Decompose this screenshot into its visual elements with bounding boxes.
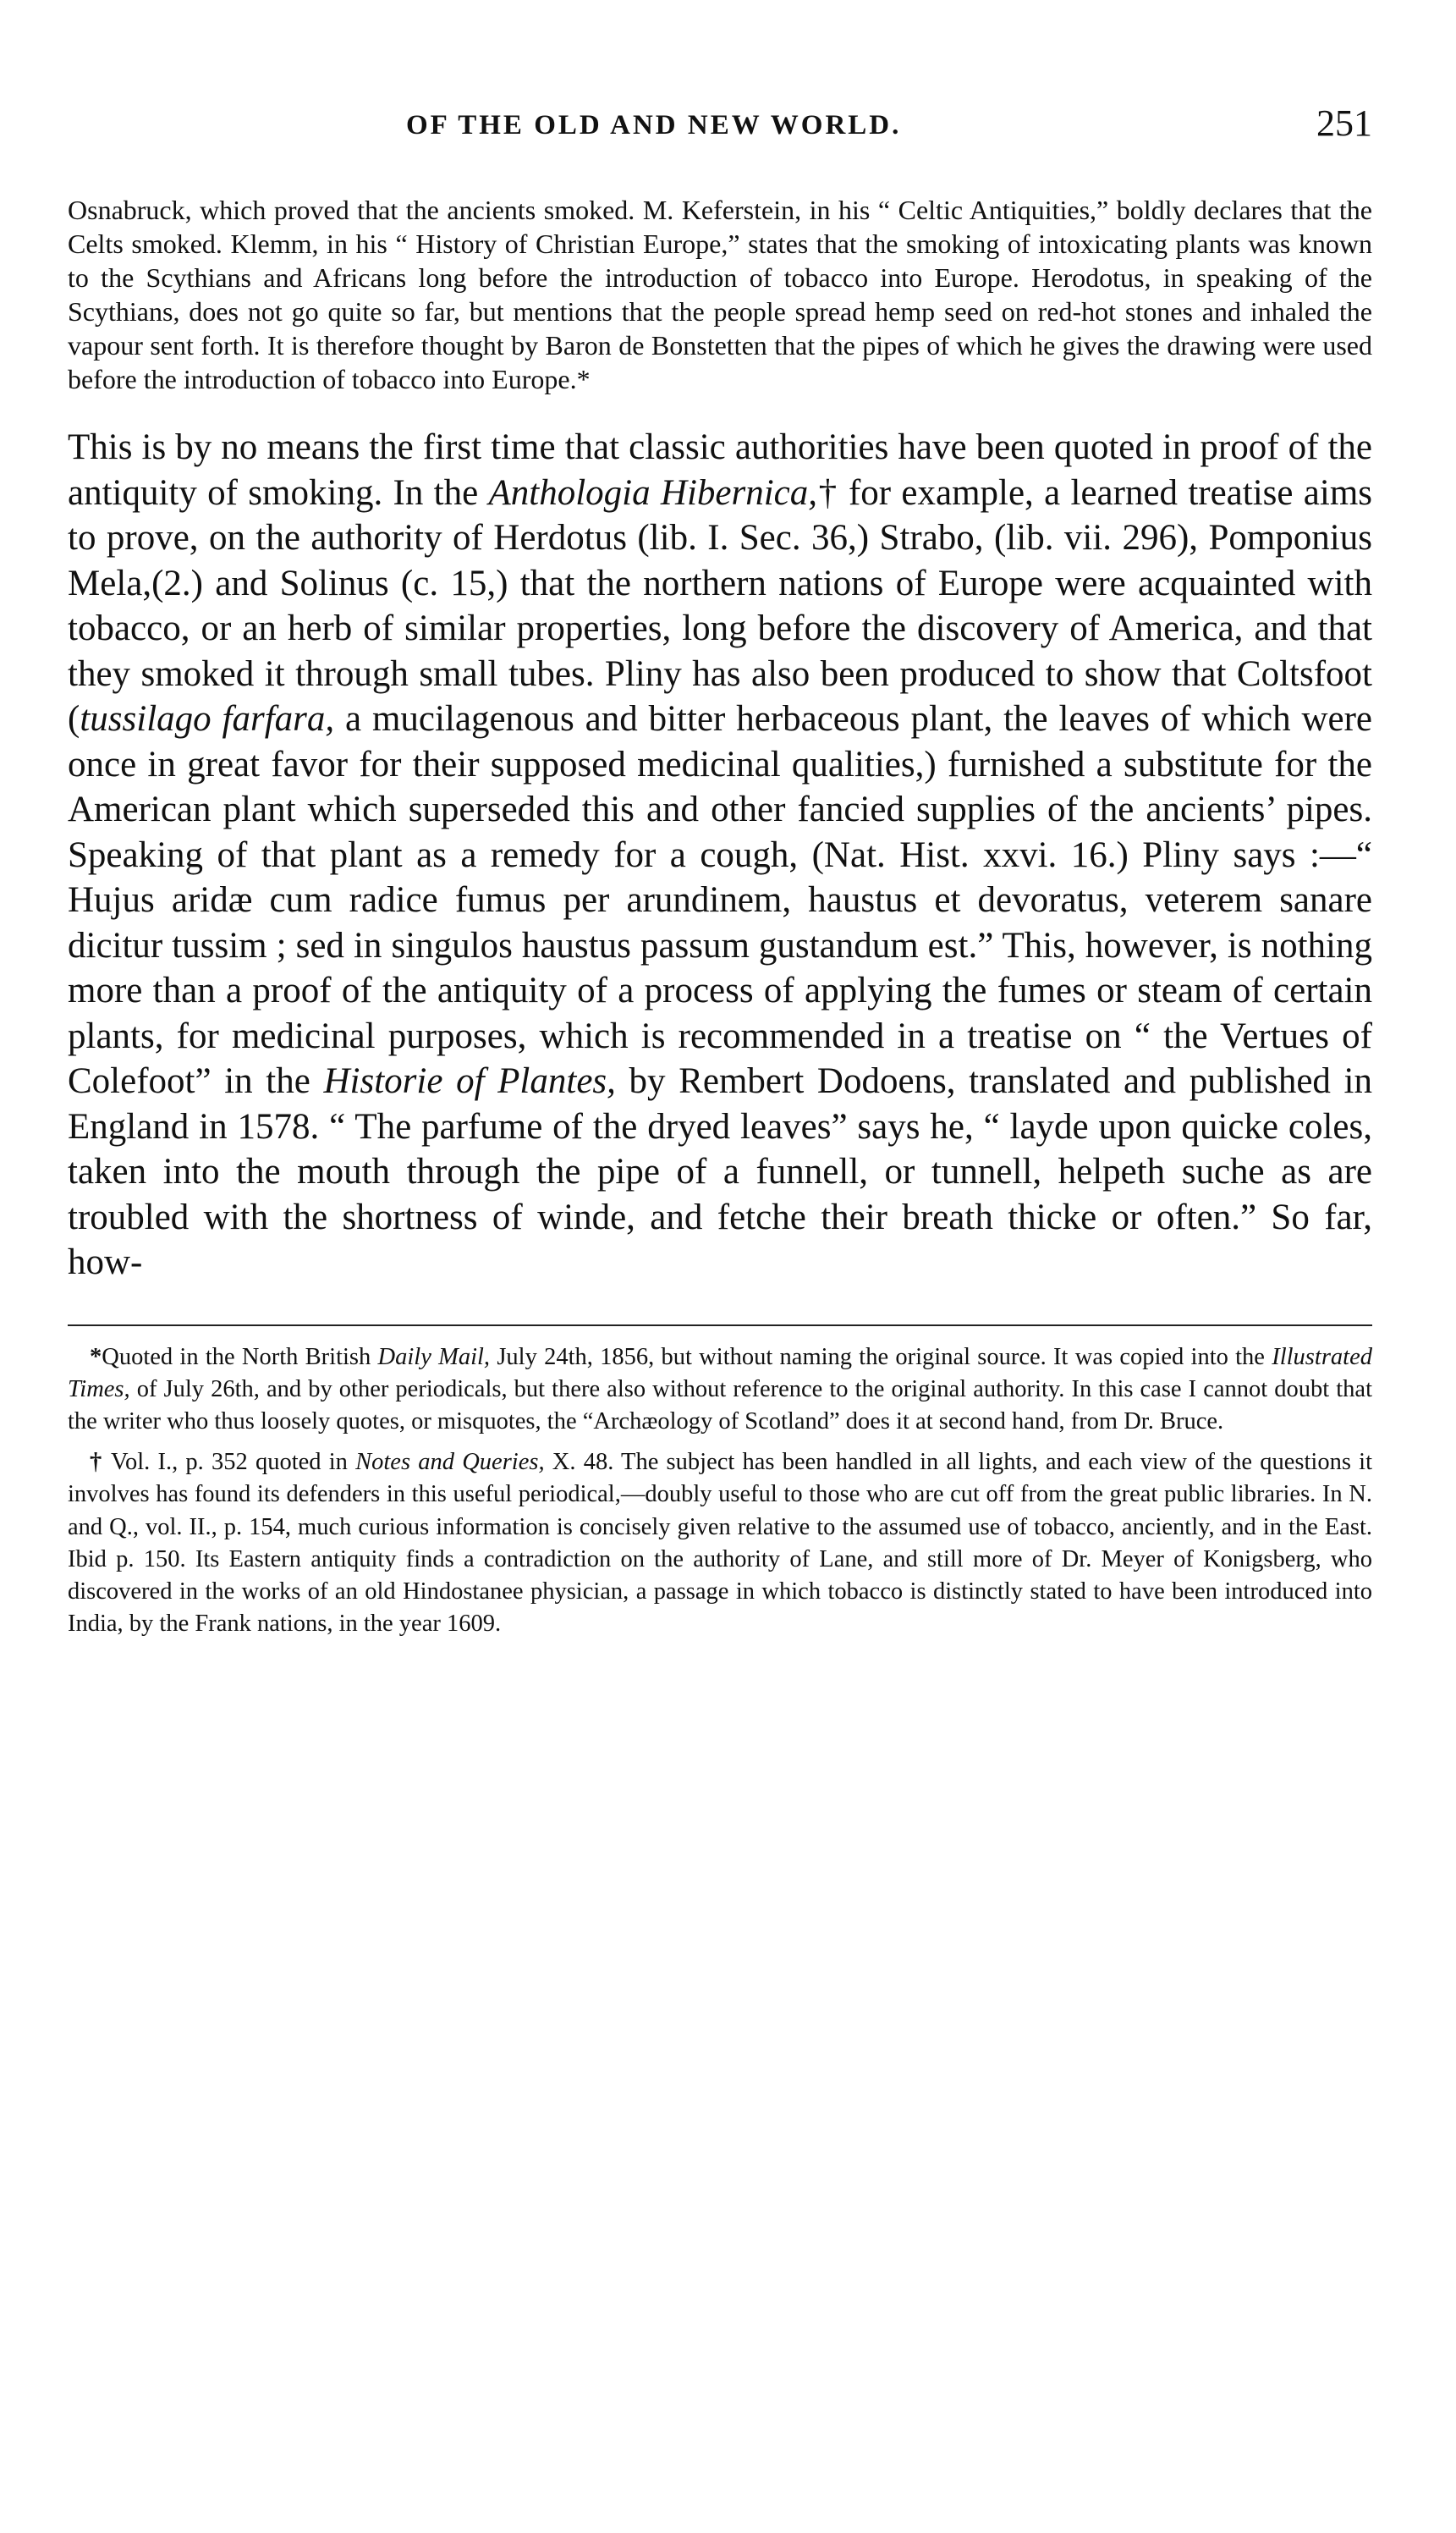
page-number: 251 xyxy=(1316,102,1372,144)
main-italic-historie: Historie of Plantes, xyxy=(323,1061,616,1101)
footnote-marker-asterisk: * xyxy=(90,1343,102,1370)
footnote-1-text-1: Quoted in the North British xyxy=(102,1343,378,1370)
main-paragraph xyxy=(68,425,1372,1286)
footnote-2-text-1: Vol. I., p. 352 quoted in xyxy=(103,1449,356,1476)
footnote-1 xyxy=(68,1341,1372,1439)
footnote-1-italic-2: Illustrated Times, xyxy=(68,1343,1372,1402)
main-text-1: This is by no means the first time that classic authorities have been quoted in proof of the antiquity of smoking. In the xyxy=(68,427,1372,513)
running-head: OF THE OLD AND NEW WORLD. xyxy=(406,110,902,140)
footnote-1-text-2: July 24th, 1856, but without naming the original source. It was copied into the xyxy=(490,1343,1272,1370)
continued-paragraph: Osnabruck, which proved that the ancients smoked. M. Keferstein, in his “ Celtic Antiquities,” boldly declares that the Celts smoked. Klemm, in his “ History of Christian Europe,” states that the smoking of intoxicating plants was known to the Scythians and Africans long before the introduction of tobacco into Europe. Herodotus, in speaking of the Scythians, does not go quite so far, but mentions that the people spread hemp seed on red-hot stones and inhaled the vapour sent forth. It is therefore thought by Baron de Bonstetten that the pipes of which he gives the drawing were used before the introduction of tobacco into Europe.* xyxy=(68,195,1372,394)
footnote-marker-dagger: † xyxy=(90,1449,104,1476)
main-text-4: by Rembert Dodoens, translated and published in England in 1578. “ The parfume of the dryed leaves” says he, “ layde upon quicke coles, taken into the mouth through the pipe of a funnell, or tunnell, helpeth suche as are troubled with the shortness of winde, and fetche their breath thicke or often.” So far, how- xyxy=(68,1061,1372,1282)
main-italic-tussilago: tussilago farfara, xyxy=(80,699,335,739)
main-italic-anthologia: Anthologia Hibernica, xyxy=(488,472,818,513)
footnote-2-text-2: X. 48. The subject has been handled in all lights, and each view of the questions it involves has found its defenders in this useful periodical,—doubly useful to those who are cut off from the great public libraries. In N. and Q., vol. II., p. 154, much curious information is concisely given relative to the assumed use of tobacco, anciently, and in the East. Ibid p. 150. Its Eastern antiquity finds a contradiction on the authority of Lane, and still more of Dr. Meyer of Konigsberg, who discovered in the works of an old Hindostanee physician, a passage in which tobacco is distinctly stated to have been introduced into India, by the Frank nations, in the year 1609. xyxy=(68,1449,1372,1638)
footnote-divider xyxy=(68,1324,1372,1326)
main-text-2: † for example, a learned treatise aims to prove, on the authority of Herdotus (lib. I. Sec. 36,) Strabo, (lib. vii. 296), Pomponius Mela,(2.) and Solinus (c. 15,) that the northern nations of Europe were acquainted with tobacco, or an herb of similar properties, long before the discovery of America, and that they smoked it through small tubes. Pliny has also been produced to show that Coltsfoot ( xyxy=(68,472,1373,739)
footnote-1-text-3: of July 26th, and by other periodicals, but there also without reference to the original authority. In this case I cannot doubt that the writer who thus loosely quotes, or misquotes, the “Archæology of Scotland” does it at second hand, from Dr. Bruce. xyxy=(68,1375,1372,1434)
book-page xyxy=(68,102,1372,2471)
main-text-3: a mucilagenous and bitter herbaceous plant, the leaves of which were once in great favor for their supposed medicinal qualities,) furnished a substitute for the American plant which superseded this and other fancied supplies of the ancients’ pipes. Speaking of that plant as a remedy for a cough, (Nat. Hist. xxvi. 16.) Pliny says :—“ Hujus aridæ cum radice fumus per arundinem, haustus et devoratus, veterem sanare dicitur tussim ; sed in singulos haustus passum gustandum est.” This, however, is nothing more than a proof of the antiquity of a process of applying the fumes or steam of certain plants, for medicinal purposes, which is recommended in a treatise on “ the Vertues of Colefoot” in the xyxy=(68,699,1372,1101)
footnote-2-italic-1: Notes and Queries, xyxy=(355,1449,545,1476)
footnotes xyxy=(68,1341,1372,1641)
page-header xyxy=(68,102,1372,161)
footnote-1-italic-1: Daily Mail, xyxy=(377,1343,491,1370)
footnote-2 xyxy=(68,1446,1372,1640)
